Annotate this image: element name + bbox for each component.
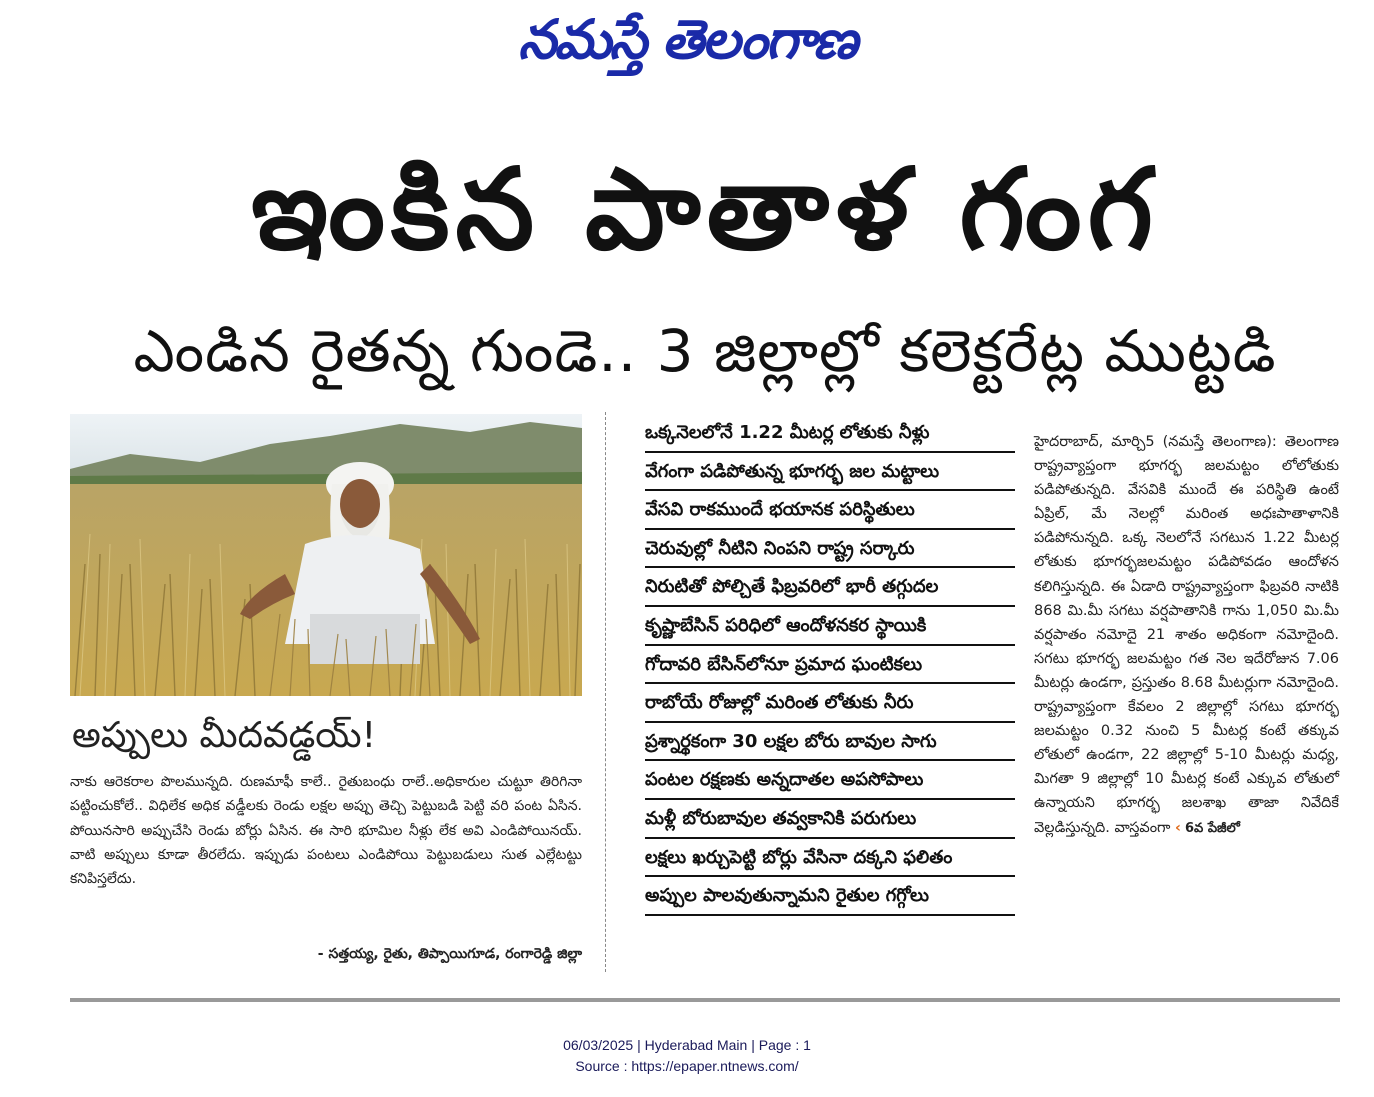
page-bottom-rule [70,998,1340,1002]
highlights-list [645,418,1015,920]
highlight-item: చెరువుల్లో నీటిని నింపని రాష్ట్ర సర్కారు [645,534,1015,569]
footer-edition-info: 06/03/2025 | Hyderabad Main | Page : 1 [563,1037,811,1053]
masthead-logo: నమస్తే తెలంగాణ [518,8,856,71]
subheadline: ఎండిన రైతన్న గుండె.. 3 జిల్లాల్లో కలెక్టరేట్ల ముట్టడి [133,317,1277,385]
highlight-item: రాబోయే రోజుల్లో మరింత లోతుకు నీరు [645,688,1015,723]
farmer-photo [70,414,582,696]
column-divider [605,412,606,972]
highlight-item: గోదావరి బేసిన్‌లోనూ ప్రమాద ఘంటికలు [645,650,1015,685]
story-body [1034,430,1339,841]
headline: ఇంకిన పాతాళ గంగ [251,145,1159,275]
highlight-item: ప్రశ్నార్థకంగా 30 లక్షల బోరు బావుల సాగు [645,727,1015,762]
page-footer [0,1035,1374,1077]
quote-signature: - సత్తయ్య, రైతు, తిప్పాయిగూడ, రంగారెడ్డి జిల్లా [317,946,582,962]
quote-title: అప్పులు మీదవడ్డయ్! [72,715,377,756]
highlight-item: లక్షలు ఖర్చుపెట్టి బోర్లు వేసినా దక్కని ఫలితం [645,843,1015,878]
highlight-item: నిరుటితో పోల్చితే ఫిబ్రవరిలో భారీ తగ్గుదల [645,572,1015,607]
story-text: హైదరాబాద్, మార్చి5 (నమస్తే తెలంగాణ): తెలంగాణ రాష్ట్రవ్యాప్తంగా భూగర్భ జలమట్టం లోలోతుకు పడిపోతున్నది. వేసవికి ముందే ఈ పరిస్థితి ఉంటే ఏప్రిల్, మే నెలల్లో మరింత అధఃపాతాళానికి పడిపోనున్నది. ఒక్క నెలలోనే సగటున 1.22 మీటర్ల లోతుకు భూగర్భజలమట్టం పడిపోవడం ఆందోళన కలిగిస్తున్నది. ఈ ఏడాది రాష్ట్రవ్యాప్తంగా ఫిబ్రవరి నాటికి 868 మి.మీ సగటు వర్షపాతానికి గాను 1,050 మి.మీ వర్షపాతం నమోదై 21 శాతం అధికంగా నమోదైంది. సగటు భూగర్భ జలమట్టం గత నెల ఇదేరోజున 7.06 మీటర్లు ఉండగా, ప్రస్తుతం 8.68 మీటర్లుగా నమోదైంది. రాష్ట్రవ్యాప్తంగా కేవలం 2 జిల్లాల్లో సగటు భూగర్భ జలమట్టం 0.32 నుంచి 5 మీటర్ల కంటే తక్కువ లోతులో ఉండగా, 22 జిల్లాల్లో 5-10 మీటర్లు మధ్య, మిగతా 9 జిల్లాల్లో 10 మీటర్ల కంటే ఎక్కువ లోతులో ఉన్నాయని భూగర్భ జలశాఖ తాజా నివేదికే వెల్లడిస్తున్నది. వాస్తవంగా [1034,434,1339,836]
continued-arrow-icon: ‹ [1175,819,1181,836]
footer-source[interactable]: Source : https://epaper.ntnews.com/ [575,1058,799,1074]
highlight-item: వేగంగా పడిపోతున్న భూగర్భ జల మట్టాలు [645,457,1015,492]
highlight-item: వేసవి రాకముందే భయానక పరిస్థితులు [645,495,1015,530]
highlight-item: పంటల రక్షణకు అన్నదాతల అపసోపాలు [645,765,1015,800]
highlight-item: మళ్లీ బోరుబావుల తవ్వకానికి పరుగులు [645,804,1015,839]
highlight-item: కృష్ణాబేసిన్ పరిధిలో ఆందోళనకర స్థాయికి [645,611,1015,646]
continued-link[interactable]: 6వ పేజీలో [1185,820,1240,836]
quote-body: నాకు ఆరెకరాల పొలమున్నది. రుణమాఫీ కాలే.. రైతుబంధు రాలే..అధికారుల చుట్టూ తిరిగినా పట్టించుకోలే.. విధిలేక అధిక వడ్డీలకు రెండు లక్షల అప్పు తెచ్చి పెట్టుబడి పెట్టి వరి పంట ఏసిన. పోయినసారి అప్పుచేసి రెండు బోర్లు ఏసిన. ఈ సారి భూమిల నీళ్లు లేక అవి ఎండిపోయినయ్. వాటి అప్పులు కూడా తీరలేదు. ఇప్పుడు పంటలు ఎండిపోయి పెట్టుబడులు సుత ఎల్లేటట్టు కనిపిస్తలేదు. [70,774,582,888]
highlight-item: ఒక్కనెలలోనే 1.22 మీటర్ల లోతుకు నీళ్లు [645,418,1015,453]
highlight-item: అప్పుల పాలవుతున్నామని రైతుల గగ్గోలు [645,881,1015,916]
